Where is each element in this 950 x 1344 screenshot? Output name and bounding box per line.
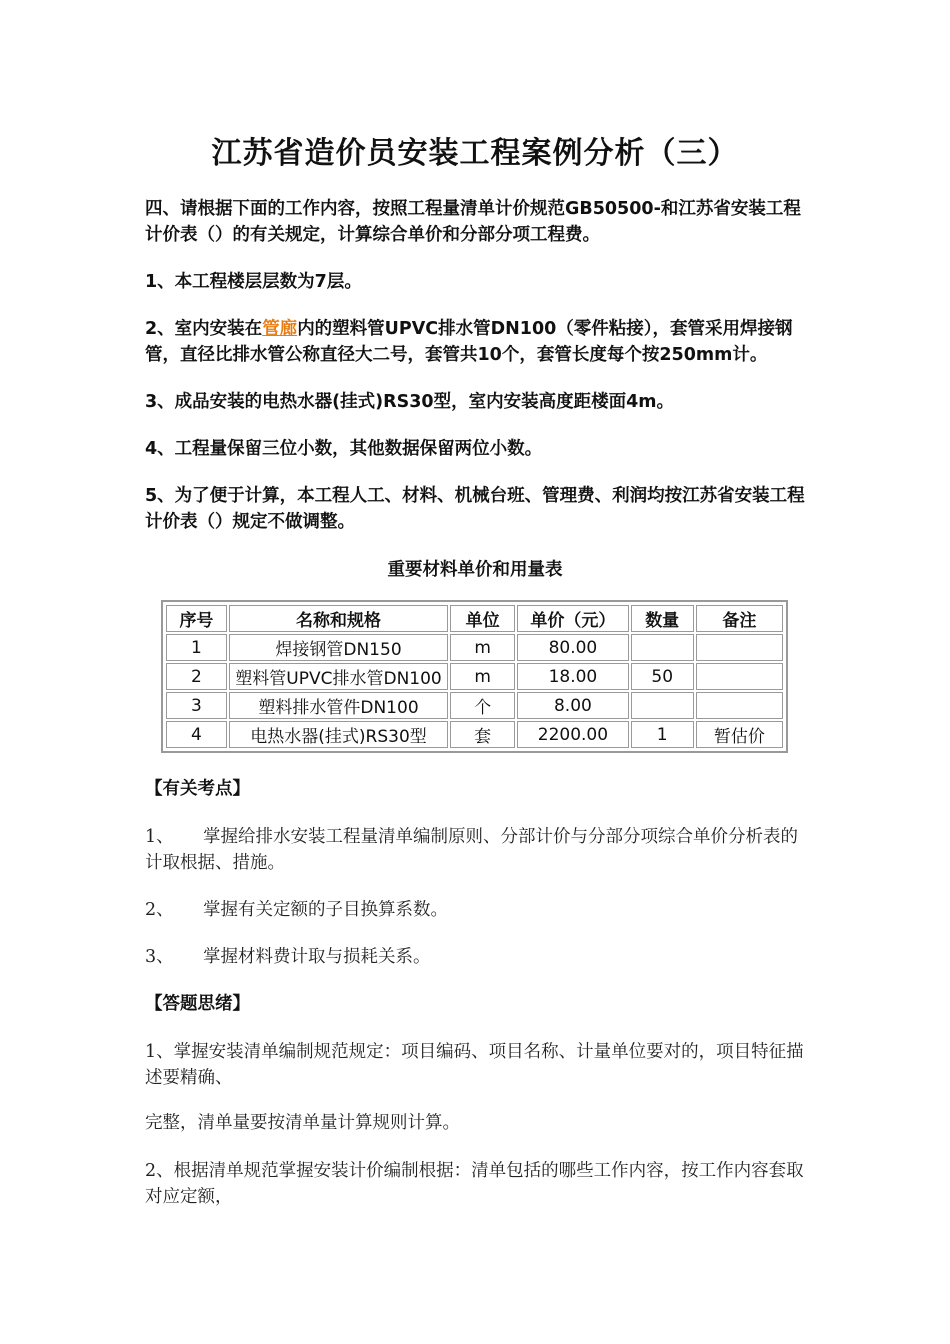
cell-qty [631, 634, 694, 661]
question-intro: 四、请根据下面的工作内容，按照工程量清单计价规范GB50500-和江苏省安装工程计价表（）的有关规定，计算综合单价和分部分项工程费。 [145, 199, 801, 245]
answer-idea-2: 2、根据清单规范掌握安装计价编制根据：清单包括的哪些工作内容，按工作内容套取对应定额， [145, 1161, 804, 1207]
cell-unit: m [450, 634, 515, 661]
table-header-row [166, 605, 783, 632]
question-item-1: 1、本工程楼层层数为7层。 [145, 272, 362, 292]
cell-unit: m [450, 663, 515, 690]
answer-idea-1: 1、掌握安装清单编制规范规定：项目编码、项目名称、计量单位要对的，项目特征描述要精确、 [145, 1042, 804, 1088]
question-item-2-post: 内的塑料管UPVC排水管DN100（零件粘接），套管采用焊接钢管，直径比排水管公称直径大二号，套管共10个，套管长度每个按250mm计。 [145, 319, 793, 365]
material-table [164, 603, 785, 750]
cell-note [696, 692, 783, 719]
table-row [166, 692, 783, 719]
exam-point-3-num: 3、 [145, 947, 174, 967]
question-item-3: 3、成品安装的电热水器(挂式)RS30型，室内安装高度距楼面4m。 [145, 392, 675, 412]
header-note: 备注 [696, 605, 783, 632]
cell-name: 塑料管UPVC排水管DN100 [229, 663, 448, 690]
exam-point-2 [145, 897, 815, 923]
cell-name: 塑料排水管件DN100 [229, 692, 448, 719]
cell-seq: 3 [166, 692, 227, 719]
exam-points-heading: 【有关考点】 [145, 779, 250, 799]
cell-price: 18.00 [517, 663, 629, 690]
cell-price: 80.00 [517, 634, 629, 661]
header-seq: 序号 [166, 605, 227, 632]
header-unit: 单位 [450, 605, 515, 632]
question-item-5: 5、为了便于计算，本工程人工、材料、机械台班、管理费、利润均按江苏省安装工程计价表（）规定不做调整。 [145, 486, 805, 532]
exam-point-2-text: 掌握有关定额的子目换算系数。 [203, 900, 448, 920]
cell-note [696, 634, 783, 661]
cell-price: 8.00 [517, 692, 629, 719]
exam-point-1-text: 掌握给排水安装工程量清单编制原则、分部计价与分部分项综合单价分析表的计取根据、措施。 [145, 827, 798, 873]
cell-name: 焊接钢管DN150 [229, 634, 448, 661]
cell-seq: 1 [166, 634, 227, 661]
page-title: 江苏省造价员安装工程案例分析（三） [211, 136, 739, 171]
cell-qty: 50 [631, 663, 694, 690]
answer-idea-1-cont: 完整，清单量要按清单量计算规则计算。 [145, 1113, 460, 1133]
cell-name: 电热水器(挂式)RS30型 [229, 721, 448, 748]
exam-point-1 [145, 824, 815, 876]
cell-qty: 1 [631, 721, 694, 748]
guanlang-link[interactable]: 管廊 [262, 319, 298, 339]
question-item-2 [145, 316, 815, 368]
table-row [166, 721, 783, 748]
exam-point-2-num: 2、 [145, 900, 174, 920]
table-row [166, 634, 783, 661]
header-qty: 数量 [631, 605, 694, 632]
header-price: 单价（元） [517, 605, 629, 632]
exam-point-1-num: 1、 [145, 827, 174, 847]
material-table-frame [161, 600, 788, 753]
question-item-2-pre: 2、室内安装在 [145, 319, 263, 339]
question-item-4: 4、工程量保留三位小数，其他数据保留两位小数。 [145, 439, 543, 459]
cell-unit: 套 [450, 721, 515, 748]
cell-seq: 2 [166, 663, 227, 690]
cell-note: 暂估价 [696, 721, 783, 748]
exam-point-3 [145, 944, 815, 970]
table-row [166, 663, 783, 690]
answer-ideas-heading: 【答题思绪】 [145, 994, 250, 1014]
cell-seq: 4 [166, 721, 227, 748]
table-caption: 重要材料单价和用量表 [387, 560, 563, 580]
cell-unit: 个 [450, 692, 515, 719]
header-name: 名称和规格 [229, 605, 448, 632]
cell-price: 2200.00 [517, 721, 629, 748]
cell-note [696, 663, 783, 690]
exam-point-3-text: 掌握材料费计取与损耗关系。 [203, 947, 431, 967]
cell-qty [631, 692, 694, 719]
